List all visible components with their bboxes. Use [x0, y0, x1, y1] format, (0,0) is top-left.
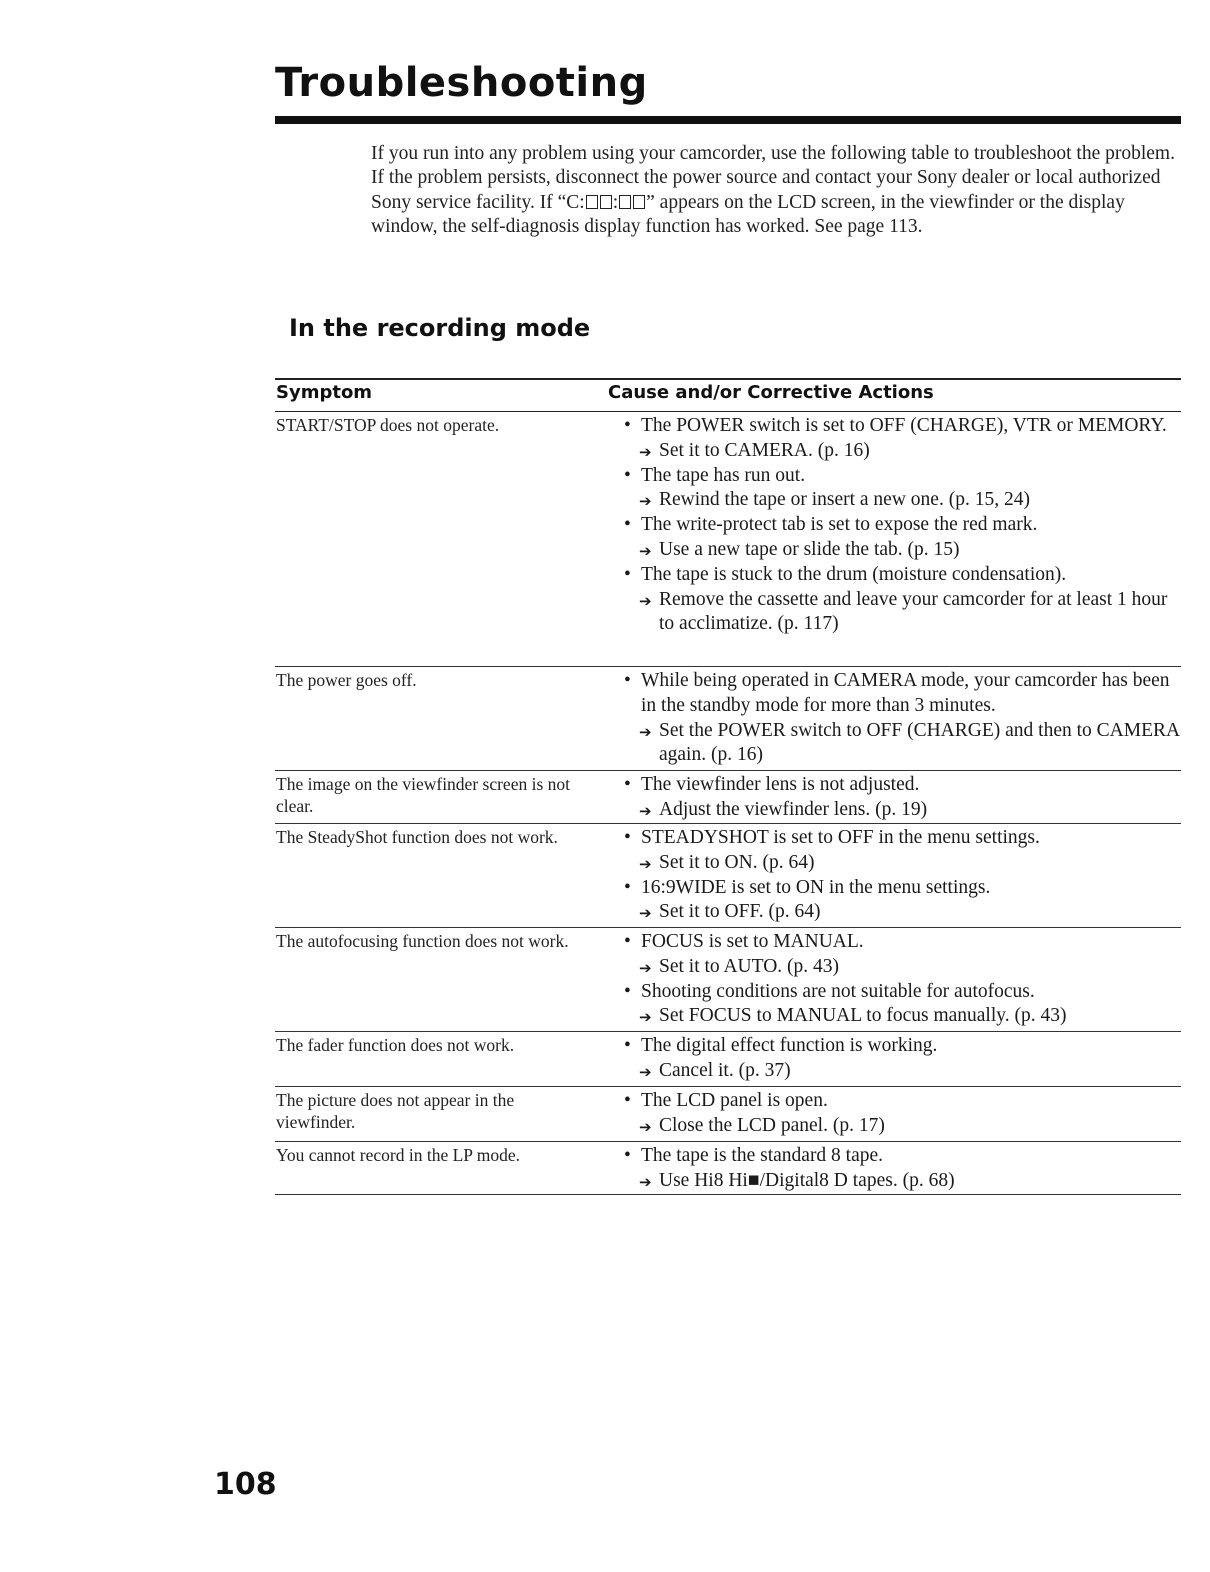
cause-text: The viewfinder lens is not adjusted.	[641, 774, 920, 795]
action-text: Set it to CAMERA. (p. 16)	[659, 439, 870, 461]
cause-item	[622, 669, 1182, 719]
table-row	[275, 1087, 1181, 1142]
cause-item	[622, 930, 1182, 955]
title-rule	[275, 116, 1181, 124]
corrective-action	[622, 798, 1182, 823]
corrective-action	[622, 900, 1182, 925]
placeholder-box-icon	[633, 195, 645, 209]
arrow-right-icon: ➔	[639, 442, 652, 461]
bullet-icon: •	[624, 1090, 631, 1111]
action-text: Use a new tape or slide the tab. (p. 15)	[659, 538, 960, 560]
table-body	[275, 412, 1181, 1195]
cause-cell	[622, 773, 1182, 823]
arrow-right-icon: ➔	[639, 801, 652, 820]
corrective-action	[622, 1114, 1182, 1139]
symptom-cell: The image on the viewfinder screen is not clear.	[276, 774, 570, 816]
symptom-cell: The power goes off.	[276, 670, 417, 690]
intro-text-part-3: ” appears on the LCD screen, in the viewfinder or the display window, the self-diagnosis display function has worked. See page 113.	[371, 191, 1125, 237]
table-row	[275, 1142, 1181, 1195]
cause-text: Shooting conditions are not suitable for autofocus.	[641, 980, 1035, 1002]
placeholder-box-icon	[600, 195, 612, 209]
arrow-right-icon: ➔	[639, 1008, 652, 1027]
arrow-right-icon: ➔	[639, 722, 652, 741]
corrective-action	[622, 588, 1182, 638]
cause-item	[622, 464, 1182, 489]
bullet-icon: •	[624, 1035, 631, 1056]
cause-item	[622, 414, 1182, 439]
bullet-icon: •	[624, 670, 631, 691]
cause-item	[622, 876, 1182, 901]
bullet-icon: •	[624, 827, 631, 848]
cause-cell	[622, 826, 1182, 925]
cause-item	[622, 513, 1182, 538]
cause-cell	[622, 930, 1182, 1029]
cause-item	[622, 1034, 1182, 1059]
page-title: Troubleshooting	[275, 60, 648, 106]
action-text: Rewind the tape or insert a new one. (p. 15, 24)	[659, 489, 1030, 511]
corrective-action	[622, 439, 1182, 464]
cause-text: The LCD panel is open.	[641, 1090, 828, 1111]
arrow-right-icon: ➔	[639, 854, 652, 873]
bullet-icon: •	[624, 464, 631, 486]
action-text: Adjust the viewfinder lens. (p. 19)	[659, 798, 928, 820]
bullet-icon: •	[624, 931, 631, 952]
cause-item	[622, 1144, 1182, 1169]
cause-item	[622, 980, 1182, 1005]
placeholder-box-icon	[619, 195, 631, 209]
arrow-right-icon: ➔	[639, 492, 652, 511]
bullet-icon: •	[624, 514, 631, 536]
corrective-action	[622, 719, 1182, 769]
cause-text: The tape is stuck to the drum (moisture condensation).	[641, 563, 1067, 585]
corrective-action	[622, 1004, 1182, 1029]
corrective-action	[622, 488, 1182, 513]
intro-text-part-1: If you run into any problem using your camcorder, use the following table to troubleshoot the problem. If the problem persists, disconnect the power source and contact your Sony dealer or local authorized Sony service facility. If “C:	[371, 143, 1175, 213]
action-text: Use Hi8 Hi■/Digital8 D tapes. (p. 68)	[659, 1169, 955, 1191]
bullet-icon: •	[624, 980, 631, 1002]
cause-text: FOCUS is set to MANUAL.	[641, 931, 864, 952]
cause-item	[622, 1089, 1182, 1114]
cause-text: STEADYSHOT is set to OFF in the menu settings.	[641, 827, 1040, 848]
arrow-right-icon: ➔	[639, 904, 652, 923]
table-row	[275, 824, 1181, 928]
arrow-right-icon: ➔	[639, 958, 652, 977]
table-row	[275, 667, 1181, 771]
action-text: Cancel it. (p. 37)	[659, 1059, 791, 1081]
page-number: 108	[214, 1467, 277, 1502]
table-row	[275, 412, 1181, 667]
action-text: Set it to OFF. (p. 64)	[659, 901, 821, 923]
intro-paragraph	[371, 142, 1179, 239]
action-text: Set the POWER switch to OFF (CHARGE) and then to CAMERA again. (p. 16)	[659, 719, 1179, 766]
intro-text-part-2: :	[612, 191, 619, 213]
table-header	[275, 378, 1181, 412]
bullet-icon: •	[624, 1145, 631, 1166]
arrow-right-icon: ➔	[639, 1062, 652, 1081]
bullet-icon: •	[624, 563, 631, 585]
section-heading: In the recording mode	[289, 314, 591, 342]
arrow-right-icon: ➔	[639, 1172, 652, 1191]
bullet-icon: •	[624, 774, 631, 795]
cause-text: While being operated in CAMERA mode, your camcorder has been in the standby mode for more than 3 minutes.	[641, 670, 1170, 716]
cause-cell	[622, 414, 1182, 637]
bullet-icon: •	[624, 415, 631, 436]
arrow-right-icon: ➔	[639, 591, 652, 610]
action-text: Set it to ON. (p. 64)	[659, 851, 815, 873]
symptom-cell: START/STOP does not operate.	[276, 415, 500, 435]
cause-text: The digital effect function is working.	[641, 1035, 938, 1056]
cause-cell	[622, 1144, 1182, 1194]
cause-cell	[622, 669, 1182, 768]
cause-text: The tape is the standard 8 tape.	[641, 1145, 884, 1166]
symptom-cell: You cannot record in the LP mode.	[276, 1145, 520, 1165]
corrective-action	[622, 1169, 1182, 1194]
troubleshooting-table	[275, 378, 1181, 1195]
symptom-cell: The SteadyShot function does not work.	[276, 827, 558, 847]
action-text: Remove the cassette and leave your camcorder for at least 1 hour to acclimatize. (p. 117)	[659, 588, 1168, 635]
corrective-action	[622, 538, 1182, 563]
arrow-right-icon: ➔	[639, 1117, 652, 1136]
corrective-action	[622, 1059, 1182, 1084]
cause-text: The write-protect tab is set to expose the red mark.	[641, 514, 1038, 536]
cause-text: 16:9WIDE is set to ON in the menu settings.	[641, 876, 991, 898]
header-symptom: Symptom	[276, 382, 373, 403]
table-row	[275, 1032, 1181, 1087]
cause-text: The tape has run out.	[641, 464, 806, 486]
action-text: Set it to AUTO. (p. 43)	[659, 955, 840, 977]
bullet-icon: •	[624, 876, 631, 898]
corrective-action	[622, 955, 1182, 980]
table-row	[275, 771, 1181, 824]
corrective-action	[622, 851, 1182, 876]
cause-text: The POWER switch is set to OFF (CHARGE), VTR or MEMORY.	[641, 415, 1167, 436]
cause-cell	[622, 1034, 1182, 1084]
cause-item	[622, 563, 1182, 588]
header-cause: Cause and/or Corrective Actions	[608, 382, 934, 403]
table-row	[275, 928, 1181, 1032]
action-text: Close the LCD panel. (p. 17)	[659, 1114, 885, 1136]
cause-cell	[622, 1089, 1182, 1139]
cause-item	[622, 773, 1182, 798]
placeholder-box-icon	[586, 195, 598, 209]
action-text: Set FOCUS to MANUAL to focus manually. (p. 43)	[659, 1005, 1067, 1027]
cause-item	[622, 826, 1182, 851]
arrow-right-icon: ➔	[639, 541, 652, 560]
symptom-cell: The picture does not appear in the viewfinder.	[276, 1090, 515, 1132]
symptom-cell: The fader function does not work.	[276, 1035, 515, 1055]
symptom-cell: The autofocusing function does not work.	[276, 931, 569, 951]
